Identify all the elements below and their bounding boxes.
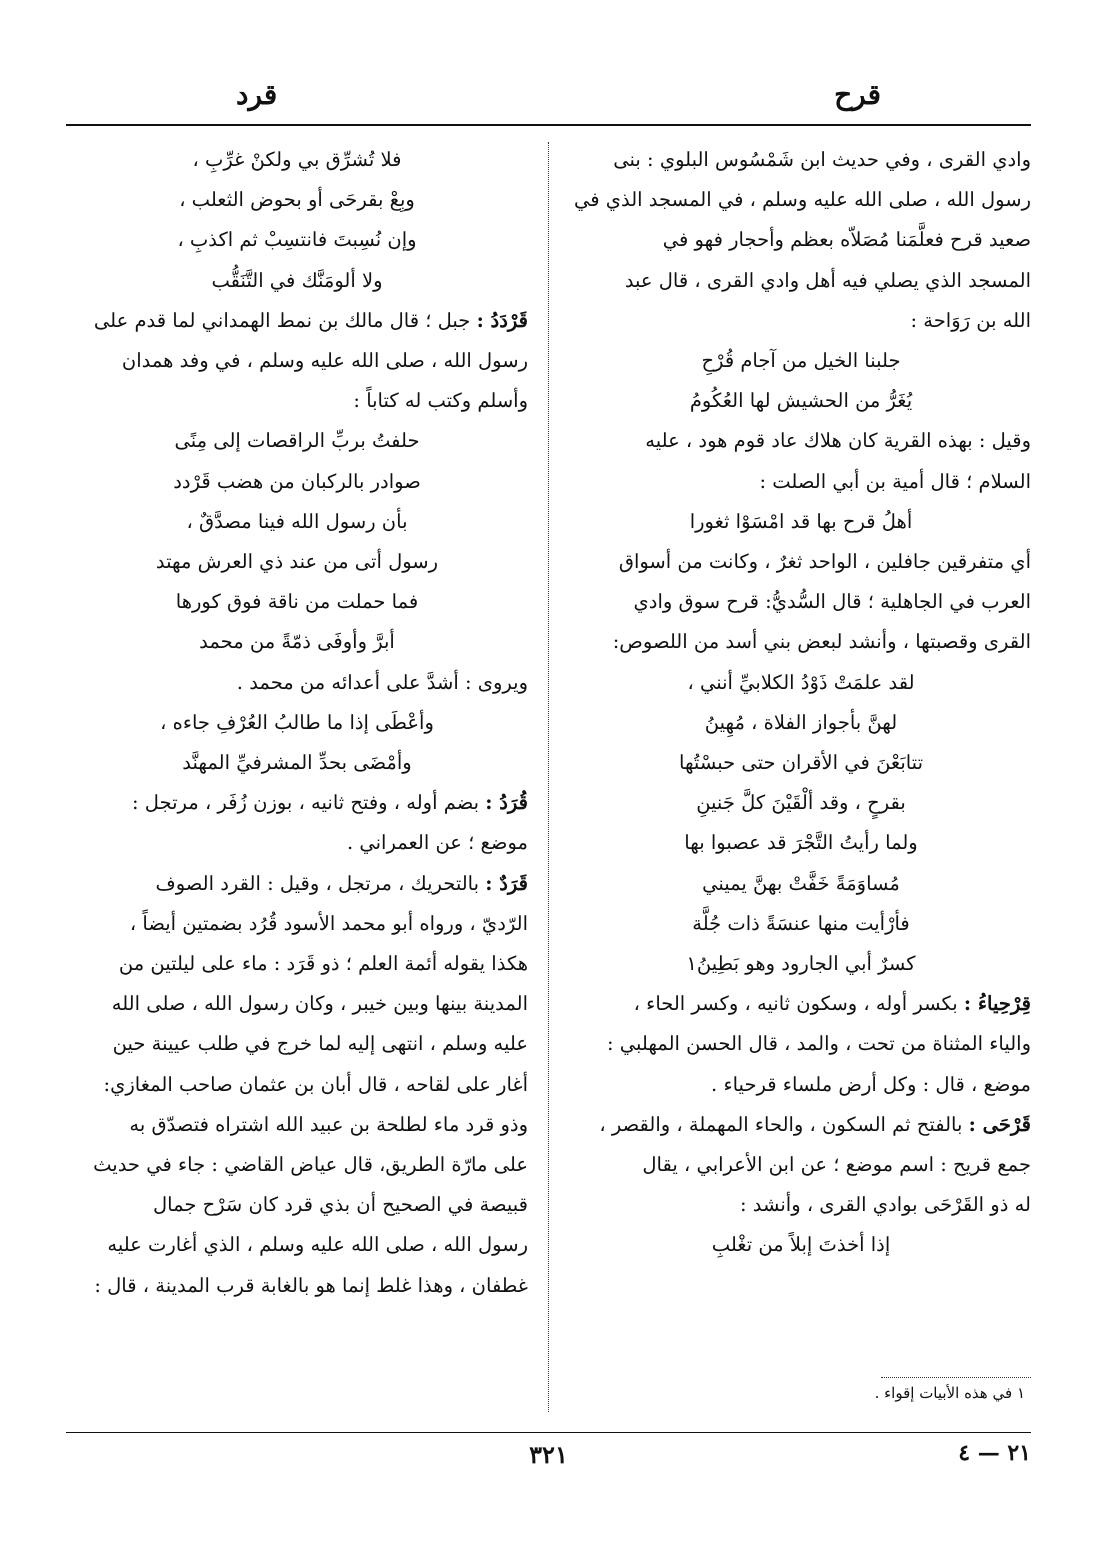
verse-line: فأرْأيت منها عنسَةً ذات جُلَّة [692, 911, 910, 935]
text-line: وذو قرد ماء لطلحة بن عبيد الله اشتراه فتصدّق به [129, 1112, 528, 1136]
verse-line: صوادر بالركبان من هضب قَرْدد [173, 469, 421, 493]
text-line: وقيل : بهذه القرية كان هلاك عاد قوم هود ، عليه [645, 429, 1031, 453]
text-line: الله بن رَوَاحة : [910, 308, 1031, 332]
left-column [66, 140, 528, 1420]
text-line: وأسلم وكتب له كتاباً : [353, 389, 528, 413]
verse-line: وأعْطَى إذا ما طالبُ العُرْفِ جاءه ، [160, 710, 434, 734]
text-line: صعيد قرح فعلَّمَنا مُصَلاّه بعظم وأحجار فهو في [662, 228, 1031, 252]
entry-paragraph [66, 864, 528, 904]
text-line: قبيصة في الصحيح أن بذي قرد كان سَرْح جمال [152, 1193, 528, 1217]
text-line: العرب في الجاهلية ؛ قال السُّديُّ: قرح سوق وادي [633, 590, 1031, 614]
header-title-left: قرد [236, 78, 278, 111]
entry-text: بالفتح ثم السكون ، والحاء المهملة ، والقصر ، [599, 1112, 969, 1136]
entry-paragraph [571, 984, 1031, 1024]
text-line: هكذا يقوله أئمة العلم ؛ ذو قَرَد : ماء على ليلتين من [118, 952, 528, 976]
text-line: على مارّة الطريق، قال عياض القاضي : جاء في حديث [93, 1153, 528, 1177]
verse-line: أهلُ قرح بها قد امْسَوْا ثغورا [689, 509, 913, 533]
text-line: والياء المثناة من تحت ، والمد ، قال الحسن المهلبي : [606, 1032, 1031, 1056]
verse-line: إذا أخذتَ إبلاً من تغْلبِ [711, 1233, 891, 1257]
footnote-rule [881, 1377, 1031, 1378]
page-header [66, 78, 1031, 124]
signature-mark: ٢١ — ٤ [958, 1440, 1031, 1466]
text-line: رسول الله ، صلى الله عليه وسلم ، في المسجد الذي في [573, 188, 1031, 212]
verse-line: تتابَعْنَ في الأقران حتى حبسْتُها [679, 751, 923, 775]
entry-headword: قَرَدٌ : [485, 871, 528, 895]
verse-line: حلفتُ بربِّ الراقصات إلى مِنًى [174, 429, 420, 453]
verse-line: كسرٌ أبي الجارود وهو بَطِينُ١ [686, 952, 916, 976]
verse-line: لقد علمَتْ ذَوْدُ الكلابيِّ أنني ، [687, 670, 915, 694]
text-line: الرّديّ ، ورواه أبو محمد الأسود قُرُد بضمتين أيضاً ، [129, 911, 528, 935]
text-line: موضع ، قال : وكل أرض ملساء قرحياء . [711, 1072, 1031, 1096]
verse-line: ولما رأيتُ التَّجْرَ قد عصبوا بها [684, 831, 918, 855]
verse-line: بأن رسول الله فينا مصدَّقٌ ، [186, 509, 408, 533]
header-rule [66, 124, 1031, 126]
text-line: رسول الله ، صلى الله عليه وسلم ، الذي أغارت عليه [107, 1233, 528, 1257]
text-line: عليه وسلم ، انتهى إليه لما خرج في طلب عيينة حين [112, 1032, 528, 1056]
verse-line: مُساوَمَةً خَفَّتْ بهنَّ يميني [702, 871, 900, 895]
text-line: أي متفرقين جافلين ، الواحد ثغرٌ ، وكانت من أسواق [618, 550, 1031, 574]
verse-line: فلا تُشرِّق بي ولكنْ غرِّبِ ، [192, 148, 402, 171]
entry-headword: قِرْحِياءُ : [963, 992, 1031, 1016]
text-line: وادي القرى ، وفي حديث ابن شَمْسُوس البلوي : بنى [613, 148, 1031, 171]
page-number: ٣٢١ [529, 1440, 568, 1469]
entry-text: جبل ؛ قال مالك بن نمط الهمداني لما قدم على [93, 308, 477, 332]
footnote: ١ في هذه الأبيات إقواء . [874, 1384, 1025, 1402]
header-title-right: قرح [834, 78, 881, 111]
verse-line: وبِعْ بقرحَى أو بحوض الثعلب ، [179, 188, 415, 212]
text-line: السلام ؛ قال أمية بن أبي الصلت : [759, 469, 1031, 493]
verse-line: وإن نُسِبتَ فانتسِبْ ثم اكذبِ ، [177, 228, 417, 252]
verse-line: ولا ألومَنَّك في التَّنَقُّب [211, 268, 383, 292]
text-line: غطفان ، وهذا غلط إنما هو بالغابة قرب المدينة ، قال : [94, 1273, 528, 1297]
verse-line: فما حملت من ناقة فوق كورها [175, 590, 419, 614]
entry-paragraph [571, 1105, 1031, 1145]
verse-line: يُغَرُّ من الحشيش لها العُكُومُ [689, 389, 913, 413]
verse-line: رسول أتى من عند ذي العرش مهتد [155, 550, 439, 574]
verse-line: لهنَّ بأجواز الفلاة ، مُهِينُ [704, 710, 898, 734]
entry-paragraph [66, 301, 528, 341]
text-line: المدينة بينها وبين خيبر ، وكان رسول الله ، صلى الله [111, 992, 528, 1016]
text-line: المسجد الذي يصلي فيه أهل وادي القرى ، قال عبد [624, 268, 1031, 292]
text-line: له ذو القَرْحَى بوادي القرى ، وأنشد : [739, 1193, 1031, 1217]
text-line: رسول الله ، صلى الله عليه وسلم ، في وفد همدان [121, 349, 528, 373]
text-line: موضع ؛ عن العمراني . [346, 831, 528, 855]
entry-headword: قُرَدُ : [485, 791, 528, 815]
column-divider [548, 142, 549, 1412]
entry-text: بكسر أوله ، وسكون ثانيه ، وكسر الحاء ، [633, 992, 964, 1016]
text-line: ويروى : أشدَّ على أعدائه من محمد . [236, 670, 528, 694]
entry-paragraph [66, 783, 528, 823]
verse-line: وأمْضَى بحدِّ المشرفيِّ المهنَّد [182, 751, 412, 775]
verse-line: بقرحٍ ، وقد ألْقَيْنَ كلَّ جَنينِ [696, 791, 906, 815]
text-line: أغار على لقاحه ، قال أبان بن عثمان صاحب المغازي: [103, 1072, 528, 1096]
entry-headword: قَرْدَدُ : [476, 308, 528, 332]
verse-line: جلبنا الخيل من آجام قُرْحِ [701, 349, 901, 373]
text-line: جمع قريح : اسم موضع ؛ عن ابن الأعرابي ، يقال [642, 1153, 1031, 1177]
entry-text: بالتحريك ، مرتجل ، وقيل : القرد الصوف [155, 871, 486, 895]
text-line: القرى وقصبتها ، وأنشد لبعض بني أسد من اللصوص: [612, 630, 1031, 654]
entry-text: بضم أوله ، وفتح ثانيه ، بوزن زُفَر ، مرتجل : [131, 791, 486, 815]
right-column [571, 140, 1031, 1420]
footer-rule [66, 1432, 1031, 1433]
verse-line: أبرَّ وأوفَى ذمّةً من محمد [199, 630, 395, 654]
entry-headword: قَرْحَى : [968, 1112, 1031, 1136]
